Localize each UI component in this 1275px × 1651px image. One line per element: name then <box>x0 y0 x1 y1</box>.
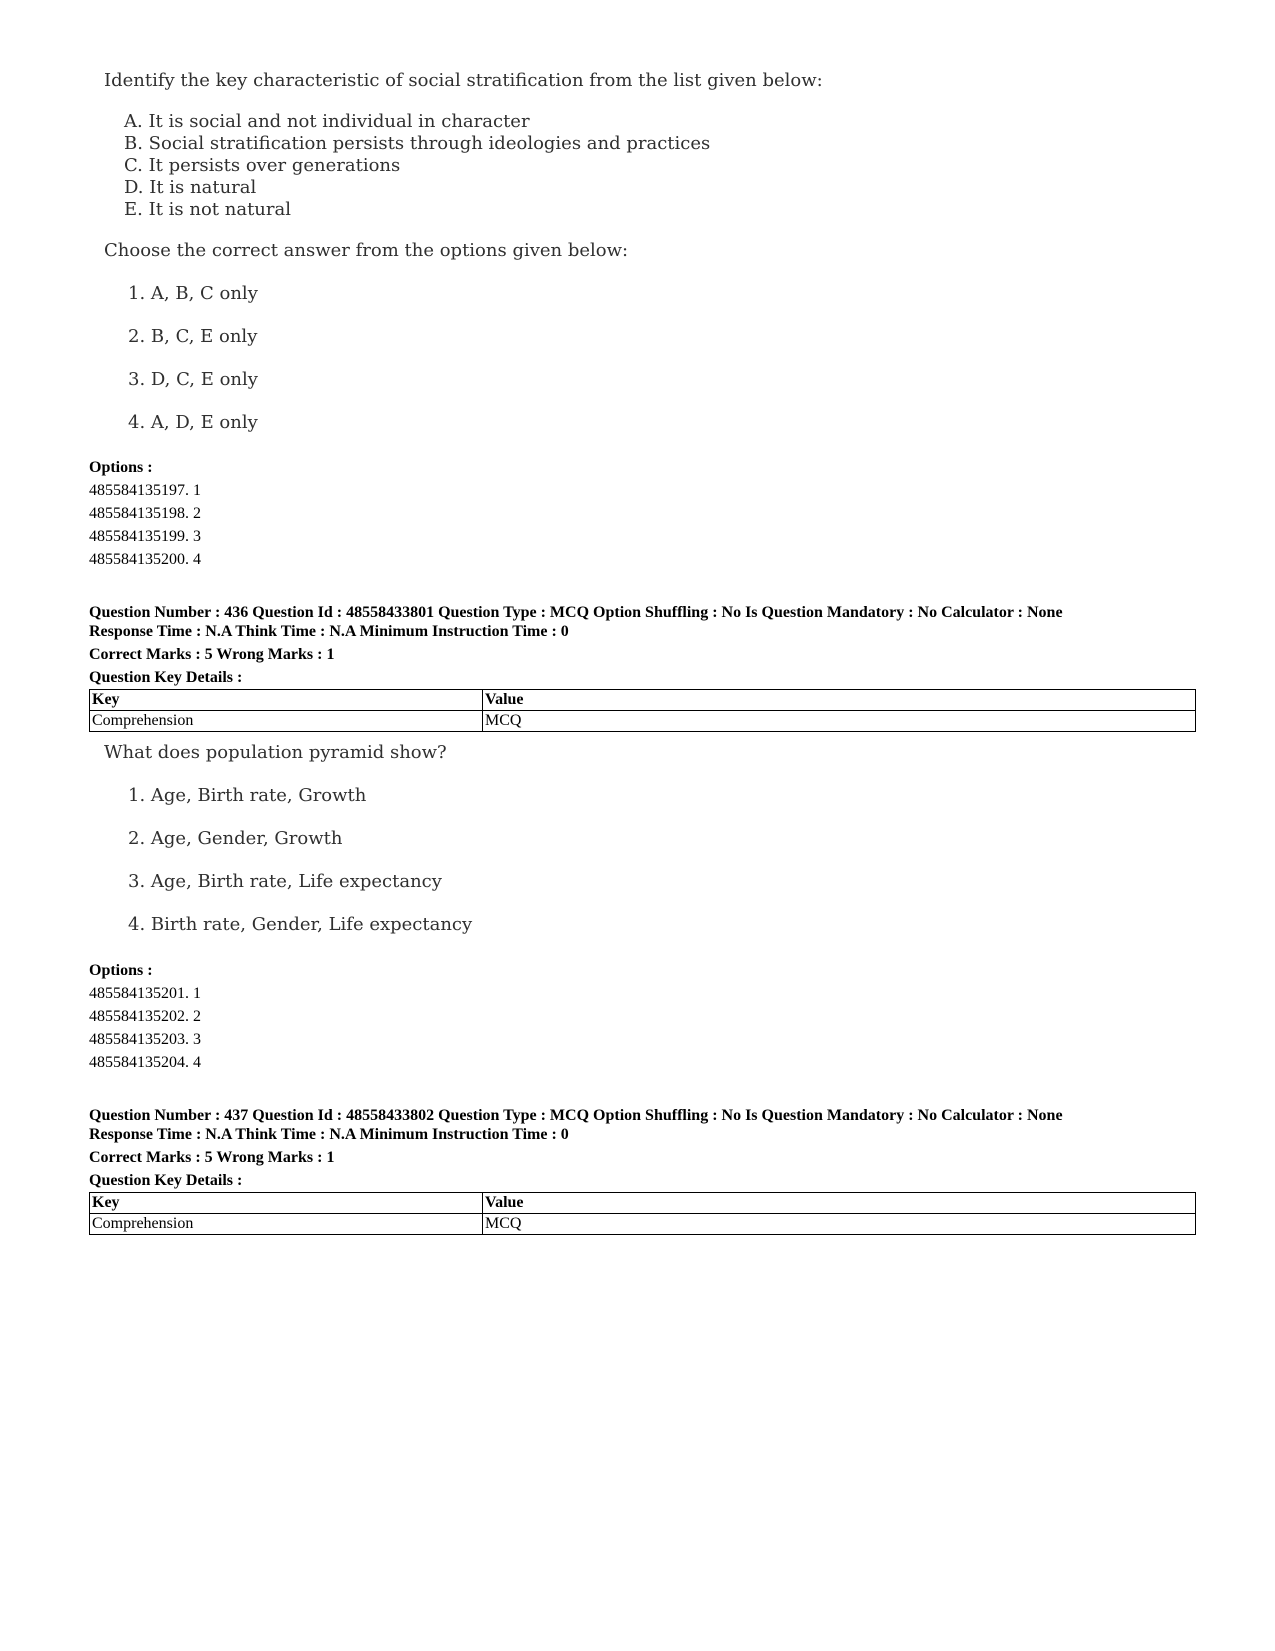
option-id-4: 485584135200. 4 <box>89 551 201 568</box>
table-header-key: Key <box>90 1193 483 1214</box>
choice-4: 4. Birth rate, Gender, Life expectancy <box>128 914 473 935</box>
question-stem: What does population pyramid show? <box>104 742 447 763</box>
option-id-4: 485584135204. 4 <box>89 1054 201 1071</box>
choice-2: 2. Age, Gender, Growth <box>128 828 343 849</box>
table-row <box>90 1214 1196 1235</box>
option-id-1: 485584135201. 1 <box>89 985 201 1002</box>
question-marks: Correct Marks : 5 Wrong Marks : 1 <box>89 1149 335 1166</box>
choice-1: 1. Age, Birth rate, Growth <box>128 785 367 806</box>
option-id-1: 485584135197. 1 <box>89 482 201 499</box>
question-stem: Identify the key characteristic of social stratification from the list given below: <box>104 70 823 91</box>
question-header-line2: Response Time : N.A Think Time : N.A Minimum Instruction Time : 0 <box>89 623 569 640</box>
table-cell-key: Comprehension <box>90 711 483 732</box>
statement-b: B. Social stratification persists through ideologies and practices <box>124 133 711 154</box>
table-cell-key: Comprehension <box>90 1214 483 1235</box>
table-row <box>90 711 1196 732</box>
choice-3: 3. Age, Birth rate, Life expectancy <box>128 871 442 892</box>
choice-3: 3. D, C, E only <box>128 369 258 390</box>
table-cell-value: MCQ <box>483 1214 1196 1235</box>
question-instruction: Choose the correct answer from the options given below: <box>104 240 629 261</box>
choice-4: 4. A, D, E only <box>128 412 258 433</box>
question-header-line1: Question Number : 437 Question Id : 48558433802 Question Type : MCQ Option Shuffling : No Is Question Mandatory : No Calculator : None <box>89 1107 1063 1124</box>
table-header-value: Value <box>483 690 1196 711</box>
option-id-3: 485584135203. 3 <box>89 1031 201 1048</box>
table-header-row <box>90 1193 1196 1214</box>
options-label: Options : <box>89 459 153 476</box>
question-key-table <box>89 1192 1196 1235</box>
statement-a: A. It is social and not individual in character <box>124 111 530 132</box>
options-label: Options : <box>89 962 153 979</box>
statement-e: E. It is not natural <box>124 199 291 220</box>
choice-2: 2. B, C, E only <box>128 326 258 347</box>
question-header-line2: Response Time : N.A Think Time : N.A Minimum Instruction Time : 0 <box>89 1126 569 1143</box>
question-key-details-label: Question Key Details : <box>89 669 243 686</box>
table-cell-value: MCQ <box>483 711 1196 732</box>
statement-c: C. It persists over generations <box>124 155 401 176</box>
option-id-2: 485584135198. 2 <box>89 505 201 522</box>
option-id-3: 485584135199. 3 <box>89 528 201 545</box>
question-key-details-label: Question Key Details : <box>89 1172 243 1189</box>
statement-d: D. It is natural <box>124 177 257 198</box>
question-header-line1: Question Number : 436 Question Id : 48558433801 Question Type : MCQ Option Shuffling : No Is Question Mandatory : No Calculator : None <box>89 604 1063 621</box>
question-marks: Correct Marks : 5 Wrong Marks : 1 <box>89 646 335 663</box>
table-header-row <box>90 690 1196 711</box>
option-id-2: 485584135202. 2 <box>89 1008 201 1025</box>
table-header-value: Value <box>483 1193 1196 1214</box>
choice-1: 1. A, B, C only <box>128 283 258 304</box>
question-key-table <box>89 689 1196 732</box>
table-header-key: Key <box>90 690 483 711</box>
